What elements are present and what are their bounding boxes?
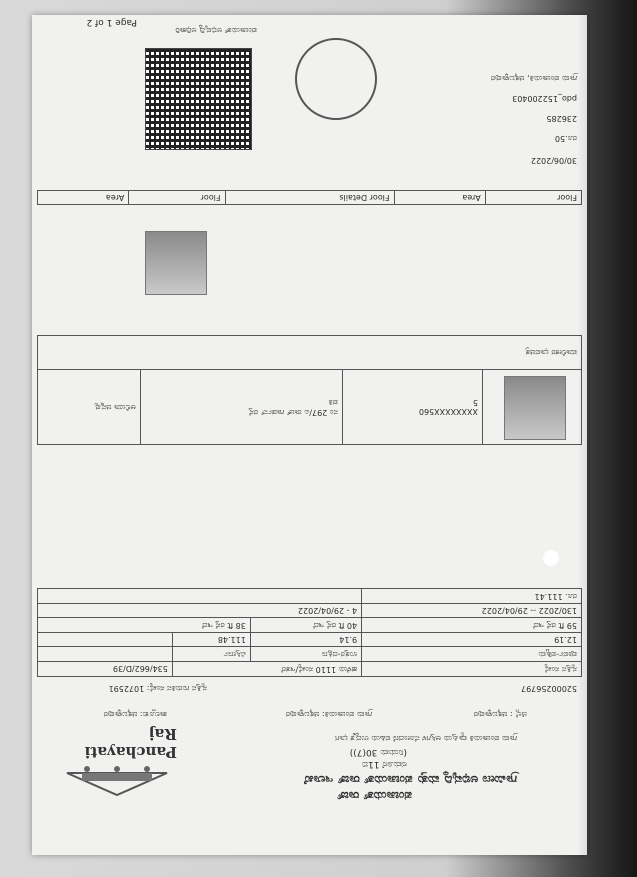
owner-photo-cell [483,370,582,445]
area-header-2: Area [38,191,129,205]
registration-date: 4 - 29/04/2022 [38,604,362,618]
receipt-number: 236285 [546,114,577,123]
form-name: ನಮೂನೆ 11ಬಿ [361,759,407,769]
taluk-label: ತಾಲ್ಲೂಕು: ಚಿಕ್ಕಬಳ್ಳಾಪುರ [103,710,167,719]
property-id-partial: 52000256797 [521,684,577,693]
property-photo [145,231,207,295]
floor-table [37,190,582,205]
floor-header-2: Floor [129,191,225,205]
tax-value: ರೂ. 111.41 [362,589,582,604]
owner-photo-label: ಮಾಲೀಕರ ಭಾವಚಿತ್ರ [38,336,582,370]
light-reflection [543,550,559,566]
area-label: ವಿಸ್ತೀರ್ಣ [172,647,250,662]
ew-label: ಪೂರ್ವ-ಪಶ್ಚಿಮ [362,647,582,662]
area-value: 111.48 [172,633,250,647]
ns-label: ಉತ್ತರ-ದಕ್ಷಿಣ [250,647,361,662]
owner-address: ನಂ 297/ಎ ರಾಜ್ ಗಾರ್ಡನ್ ರಸ್ತೆ [248,408,338,417]
district-label: ಜಿಲ್ಲೆ : ಚಿಕ್ಕಬಳ್ಳಾಪುರ [473,710,527,719]
panchayati-raj-logo [57,725,177,803]
page-number: Page 1 of 2 [86,17,137,27]
ns-value: 9.14 [250,633,361,647]
old-number: ಹಳೆಯ 1110 ಸಂಖ್ಯೆ/ಇತರೆ [172,662,361,677]
rule-reference: (ನಿಯಮ 30(7)) [349,747,407,757]
owner-id-count: 5 [472,398,478,407]
property-details-table [37,588,582,677]
pdo-code: pdo_152200403 [512,94,577,103]
south-boundary: 59 ft ರಸ್ತೆ ಇದೆ [362,618,582,633]
registration-period: 130/2022 -- 29/04/2022 [362,604,582,618]
area-header-1: Area [394,191,485,205]
form-11b-page [32,15,587,855]
floor-header-1: Floor [485,191,581,205]
page-shadow [577,0,637,877]
property-id-label: ಸ್ವತ್ತಿನ ಗುರುತಿನ ಸಂಖ್ಯೆ: 1072591 [108,684,207,693]
owner-photo [504,376,566,440]
owner-relation: ಪತಿ [328,398,338,407]
issue-date: 30/06/2022 [530,156,577,165]
owner-id-cell [342,370,482,445]
west-boundary: 40 ft ರಸ್ತೆ ಇದೆ [250,618,361,633]
owner-aadhaar: XXXXXXXX560 [418,407,478,416]
verification-qr-code [145,48,252,150]
east-boundary: 38 ft ರಸ್ತೆ ಇದೆ [38,618,251,633]
pdo-designation: ಪಂಚಾಯತ್ ಅಭಿವೃದ್ಧಿ ಅಧಿಕಾರಿ [175,26,257,35]
department-title: ಗ್ರಾಮೀಣ ಅಭಿವೃದ್ಧಿ ಮತ್ತು ಪಂಚಾಯತ್ ರಾಜ್ ಇಲಾಖೆ [304,773,517,787]
survey-label: ಸ್ವತ್ತಿನ ಸಂಖ್ಯೆ [362,662,582,677]
survey-number: 534/662/D/39 [38,662,173,677]
owner-name: ಆಲಿಯಾ ಚಿನ್ನಪ್ಪ [38,370,141,445]
logo-text: Panchayati Raj [84,725,177,761]
form-description: ಗ್ರಾಮ ಪಂಚಾಯತಿ ವ್ಯಾಪ್ತಿಯ ಆಸ್ತಿಗಳ ನೋಂದಣಿ ವಹಿಯ ಉದ್ಧೃತ ಭಾಗ [335,734,517,743]
owner-table [37,335,582,445]
owner-address-cell [140,370,342,445]
logo-emblem-icon [57,765,177,803]
form-heading: ಪಂಚಾಯತ್ ರಾಜ್ [336,789,412,803]
sign-place: ಗ್ರಾಮ ಪಂಚಾಯತಿ, ಚಿಕ್ಕಬಳ್ಳಾಪುರ [490,74,577,83]
floor-details-header: Floor Details [225,191,394,205]
fee-amount: ರೂ.50 [554,134,577,143]
ew-value: 12.19 [362,633,582,647]
gram-panchayat-label: ಗ್ರಾಮ ಪಂಚಾಯತಿ: ಚಿಕ್ಕಬಳ್ಳಾಪುರ [285,710,372,719]
official-seal [295,38,377,120]
